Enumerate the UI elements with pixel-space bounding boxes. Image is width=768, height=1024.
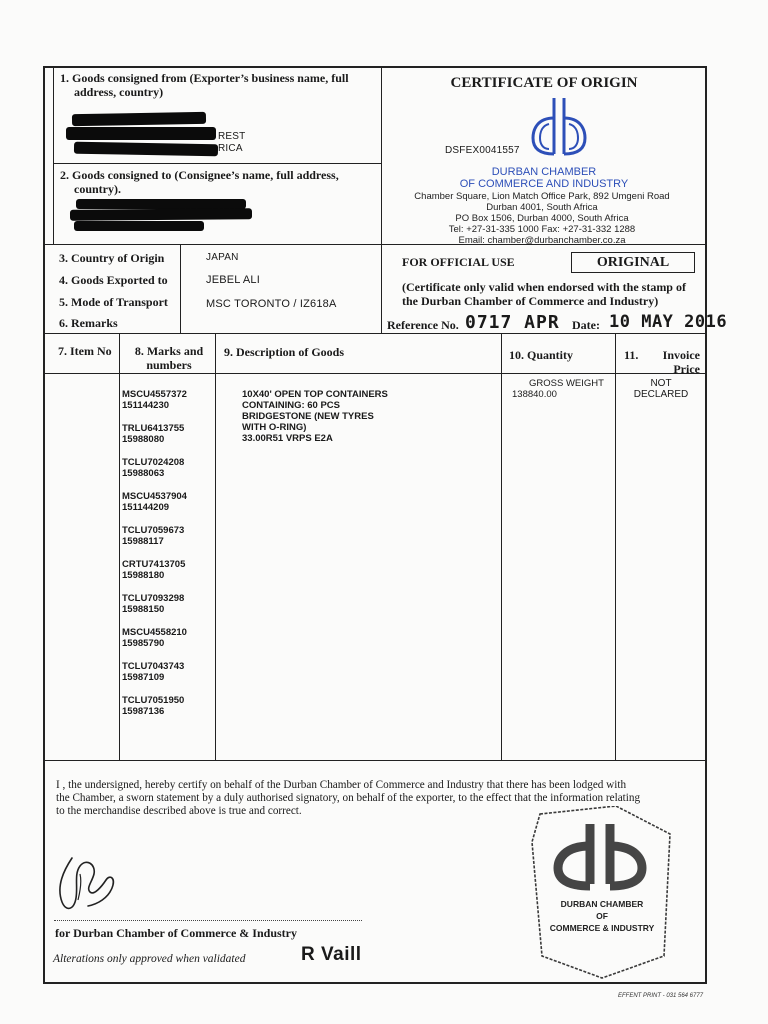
transport-label: 5. Mode of Transport xyxy=(59,295,168,309)
quantity-value: GROSS WEIGHT 138840.00 xyxy=(512,378,604,400)
official-note: (Certificate only valid when endorsed with the stamp of the Durban Chamber of Commerce and Industry) xyxy=(402,280,686,308)
list-item: TRLU6413755 15988080 xyxy=(122,423,185,445)
official-use-label: FOR OFFICIAL USE xyxy=(402,255,515,269)
remarks-label: 6. Remarks xyxy=(59,316,118,330)
redaction-bar xyxy=(74,221,204,231)
certificate-title: CERTIFICATE OF ORIGIN xyxy=(450,75,638,91)
invoice-price-value: NOT DECLARED xyxy=(633,378,689,400)
divider-box1-box2 xyxy=(53,163,382,164)
list-item: MSCU4558210 15985790 xyxy=(122,627,187,649)
list-item: TCLU7059673 15988117 xyxy=(122,525,185,547)
redaction-bar xyxy=(70,208,252,221)
inner-margin-line xyxy=(53,66,54,244)
col-divider-2 xyxy=(215,333,216,760)
exporter-visible-fragment: REST xyxy=(218,131,246,142)
chamber-address: Chamber Square, Lion Match Office Park, 892 Umgeni Road Durban 4001, South Africa PO Box 1506, Durban 4000, South Africa Tel: +27-31-335 1000 Fax: +27-31-332 1288 Email: chamber@durbanchamber.co.za xyxy=(414,191,670,246)
chamber-name: DURBAN CHAMBER OF COMMERCE AND INDUSTRY xyxy=(459,166,629,190)
country-origin-value: JAPAN xyxy=(206,252,239,263)
col-divider-3 xyxy=(501,333,502,760)
chamber-seal-stamp xyxy=(528,806,676,982)
seal-text: DURBAN CHAMBER OF COMMERCE & INDUSTRY xyxy=(549,899,655,933)
certificate-serial: DSFEX0041557 xyxy=(445,145,520,156)
col-divider-1 xyxy=(119,333,120,760)
country-origin-label: 3. Country of Origin xyxy=(59,251,165,265)
col-header-quantity: 10. Quantity xyxy=(509,348,574,362)
printer-note: EFFENT PRINT - 031 564 6777 xyxy=(618,993,704,999)
consignee-label: 2. Goods consigned to (Consignee’s name, full address, country). xyxy=(60,168,339,196)
chamber-logo-icon xyxy=(527,94,591,162)
list-item: CRTU7413705 15988180 xyxy=(122,559,186,581)
col-divider-4 xyxy=(615,333,616,760)
list-item: TCLU7024208 15988063 xyxy=(122,457,185,479)
redaction-bar xyxy=(66,127,216,140)
col-header-invoice-price: Invoice Price xyxy=(662,348,700,376)
for-chamber-label: for Durban Chamber of Commerce & Industry xyxy=(55,926,297,940)
seal-shield-icon xyxy=(528,806,676,982)
original-badge: ORIGINAL xyxy=(571,252,695,273)
col-header-description: 9. Description of Goods xyxy=(224,345,344,359)
alterations-note: Alterations only approved when validated xyxy=(53,953,246,965)
date-stamp: 10 MAY 2016 xyxy=(609,312,728,332)
col-header-item: 7. Item No xyxy=(58,344,112,358)
signature-line xyxy=(54,920,362,921)
list-item: TCLU7093298 15988150 xyxy=(122,593,185,615)
redaction-bar xyxy=(72,112,206,126)
marks-list xyxy=(122,389,187,729)
divider-header-split xyxy=(381,66,382,333)
list-item: MSCU4537904 151144209 xyxy=(122,491,187,513)
list-item: TCLU7043743 15987109 xyxy=(122,661,185,683)
list-item: TCLU7051950 15987136 xyxy=(122,695,185,717)
exporter-visible-fragment: RICA xyxy=(218,143,243,154)
divider-fields xyxy=(43,333,707,334)
col-header-invoice-number: 11. xyxy=(624,348,639,362)
exporter-label: 1. Goods consigned from (Exporter’s business name, full address, country) xyxy=(60,71,349,99)
redaction-bar xyxy=(74,142,218,157)
transport-value: MSC TORONTO / IZ618A xyxy=(206,298,337,310)
divider-table-header xyxy=(43,373,707,374)
goods-description: 10X40' OPEN TOP CONTAINERS CONTAINING: 60 PCS BRIDGESTONE (NEW TYRES WITH O-RING) 33.00R51 VRPS E2A xyxy=(242,389,388,444)
signatory-name: R Vaill xyxy=(301,944,362,965)
date-label: Date: xyxy=(572,318,600,332)
divider-table-bottom xyxy=(43,760,707,761)
goods-exported-label: 4. Goods Exported to xyxy=(59,273,168,287)
goods-exported-value: JEBEL ALI xyxy=(206,274,260,286)
reference-label: Reference No. xyxy=(387,318,459,332)
reference-stamp: 0717 APR xyxy=(465,312,560,333)
col-header-marks: 8. Marks and numbers xyxy=(134,344,204,372)
list-item: MSCU4557372 151144230 xyxy=(122,389,187,411)
handwritten-signature xyxy=(50,852,120,916)
divider-fields-split xyxy=(180,244,181,333)
certification-statement: I , the undersigned, hereby certify on behalf of the Durban Chamber of Commerce and Industry that there has been lodged with the Chamber, a sworn statement by a duly authorised signatory, on behalf of the exporter, to the effect that the information relating to the merchandise described above is true and correct. xyxy=(56,779,641,817)
